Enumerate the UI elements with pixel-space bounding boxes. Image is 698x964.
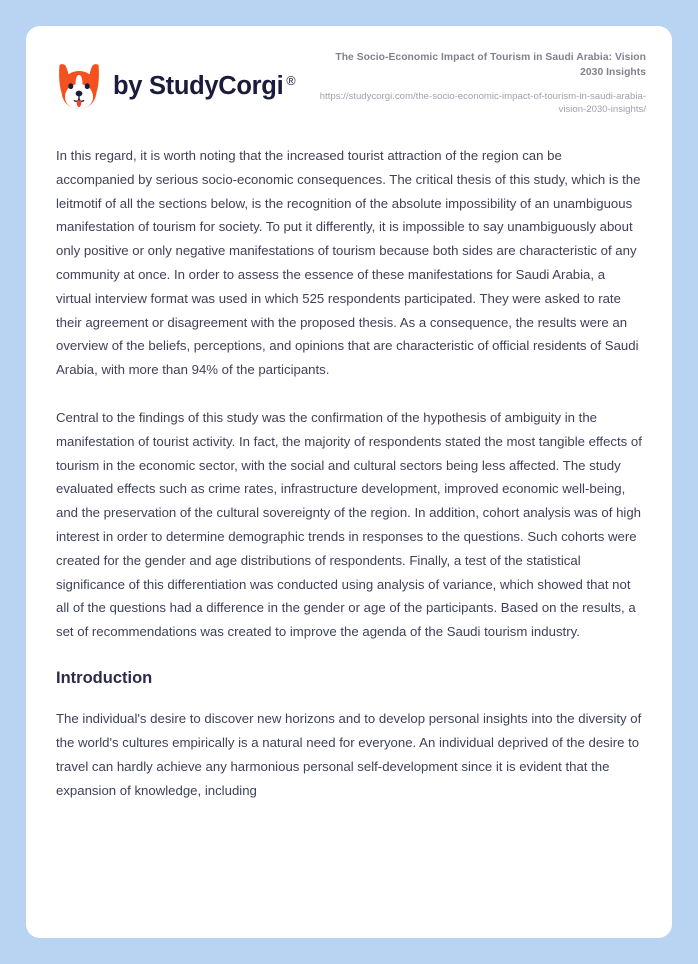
- paragraph: The individual's desire to discover new horizons and to develop personal insights into the diversity of the world's cultures empirically is a natural need for everyone. An individual deprived of the desire to travel can hardly achieve any harmonious personal self-development since it is evident that the expansion of knowledge, including: [56, 711, 642, 798]
- registered-trademark-icon: ®: [286, 74, 296, 89]
- document-page-card: [26, 26, 672, 938]
- document-source-url[interactable]: https://studycorgi.com/the-socio-economic-impact-of-tourism-in-saudi-arabia-vision-2030-insights/: [319, 90, 646, 116]
- section-heading-introduction: Introduction: [56, 668, 153, 687]
- paragraph: Central to the findings of this study was the confirmation of the hypothesis of ambiguity in the manifestation of tourist activity. In fact, the majority of respondents stated the most tangible effects of tourism in the economic sector, with the social and cultural sectors being less affected. The study evaluated effects such as crime rates, infrastructure development, improved economic well-being, and the preservation of the cultural sovereignty of the region. In addition, cohort analysis was of high interest in order to determine demographic trends in responses to the questions. Such cohorts were created for the gender and age distributions of respondents. Finally, a test of the statistical significance of this differentiation was conducted using analysis of variance, which showed that not all of the questions had a difference in the gender or age of the participants. Based on the results, a set of recommendations was created to improve the agenda of the Saudi tourism industry.: [56, 409, 642, 640]
- document-header: [26, 26, 672, 144]
- corgi-logo-icon: [56, 62, 102, 112]
- bottom-fade-overlay: [26, 912, 672, 938]
- paragraph: In this regard, it is worth noting that the increased tourist attraction of the region can be accompanied by serious socio-economic consequences. The critical thesis of this study, which is the leitmotif of all the sections below, is the recognition of the absolute impossibility of an unambiguous manifestation of tourism for society. To put it differently, it is impossible to say unambiguously about only positive or only negative manifestations of tourism because both sides are characteristic of any community at once. In order to assess the essence of these manifestations for Saudi Arabia, a virtual interview format was used in which 525 respondents participated. They were asked to rate their agreement or disagreement with the proposed thesis. As a consequence, the results were an overview of the beliefs, perceptions, and opinions that are characteristic of official residents of Saudi Arabia, with more than 94% of the participants.: [56, 148, 641, 378]
- document-title: The Socio-Economic Impact of Tourism in Saudi Arabia: Vision 2030 Insights: [335, 52, 646, 78]
- brand-wordmark: [113, 74, 296, 100]
- document-body: [26, 144, 672, 803]
- brand-name: by StudyCorgi: [113, 72, 284, 101]
- header-meta: [296, 51, 646, 118]
- studycorgi-brand[interactable]: [56, 58, 296, 112]
